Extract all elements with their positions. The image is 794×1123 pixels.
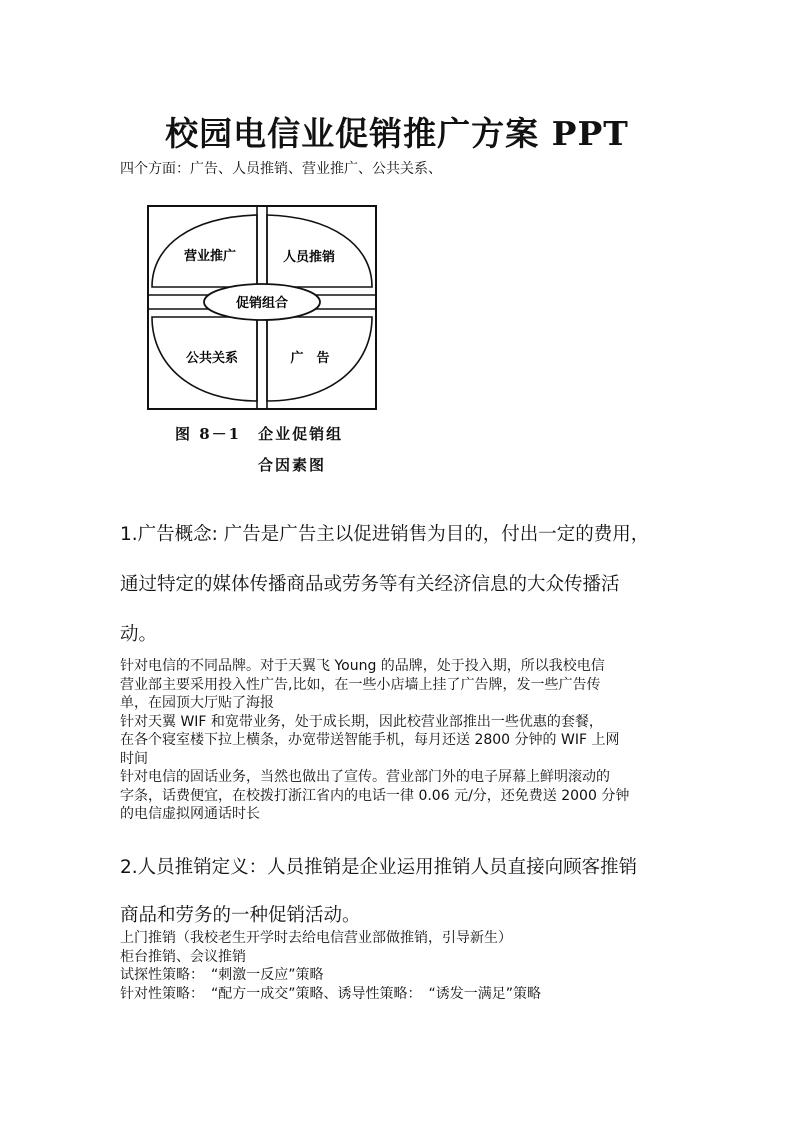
body-line: 在各个寝室楼下拉上横条，办宽带送智能手机，每月还送 2800 分钟的 WIF 上网 (120, 732, 620, 748)
quadrant-label-bottom-left: 公共关系 (185, 351, 239, 366)
section-2-heading (120, 848, 680, 936)
quadrant-label-top-left: 营业推广 (183, 249, 237, 264)
section-2-heading-line: 2.人员推销定义：人员推销是企业运用推销人员直接向顾客推销 (120, 857, 638, 878)
body-line: 上门推销（我校老生开学时去给电信营业部做推销，引导新生） (120, 930, 512, 946)
section-1-heading-line: 通过特定的媒体传播商品或劳务等有关经济信息的大众传播活 (120, 574, 620, 595)
body-line: 试探性策略： “刺激一反应”策略 (120, 967, 324, 983)
body-line: 针对电信的不同品牌。对于天翼飞 Young 的品牌，处于投入期，所以我校电信 (120, 658, 605, 674)
intro-text: 四个方面：广告、人员推销、营业推广、公共关系、 (120, 161, 442, 177)
promotion-mix-diagram (147, 205, 377, 410)
section-1-heading-line: 1.广告概念: 广告是广告主以促进销售为目的，付出一定的费用， (120, 524, 650, 545)
body-line: 针对电信的固话业务，当然也做出了宣传。营业部门外的电子屏幕上鲜明滚动的 (120, 769, 610, 785)
body-line: 字条，话费便宜，在校拨打浙江省内的电话一律 0.06 元/分，还免费送 2000 分钟 (120, 787, 630, 804)
body-line: 时间 (120, 750, 148, 767)
body-line: 针对性策略： “配方一成交”策略、诱导性策略： “诱发一满足”策略 (120, 985, 542, 1002)
section-1-heading-line: 动。 (120, 624, 158, 645)
figure-caption-line-2: 合因素图 (258, 456, 327, 474)
figure-caption-line-1: 图 8－1 企业促销组 (175, 425, 344, 443)
body-line: 营业部主要采用投入性广告,比如，在一些小店墙上挂了广告牌，发一些广告传 (120, 676, 601, 693)
body-line: 柜台推销、会议推销 (120, 948, 246, 965)
body-line: 单，在园顶大厅贴了海报 (120, 695, 274, 711)
center-label: 促销组合 (235, 296, 289, 311)
section-2-body (120, 929, 680, 1003)
section-1-body (120, 657, 680, 824)
document-title: 校园电信业促销推广方案 PPT (165, 114, 629, 153)
quadrant-label-top-right: 人员推销 (282, 250, 336, 265)
body-line: 的电信虚拟网通话时长 (120, 806, 260, 822)
quadrant-label-bottom-right: 广 告 (290, 351, 330, 366)
section-1-heading (120, 515, 680, 655)
body-line: 针对天翼 WIF 和宽带业务，处于成长期，因此校营业部推出一些优惠的套餐， (120, 713, 603, 730)
section-2-heading-line: 商品和劳务的一种促销活动。 (120, 905, 361, 926)
